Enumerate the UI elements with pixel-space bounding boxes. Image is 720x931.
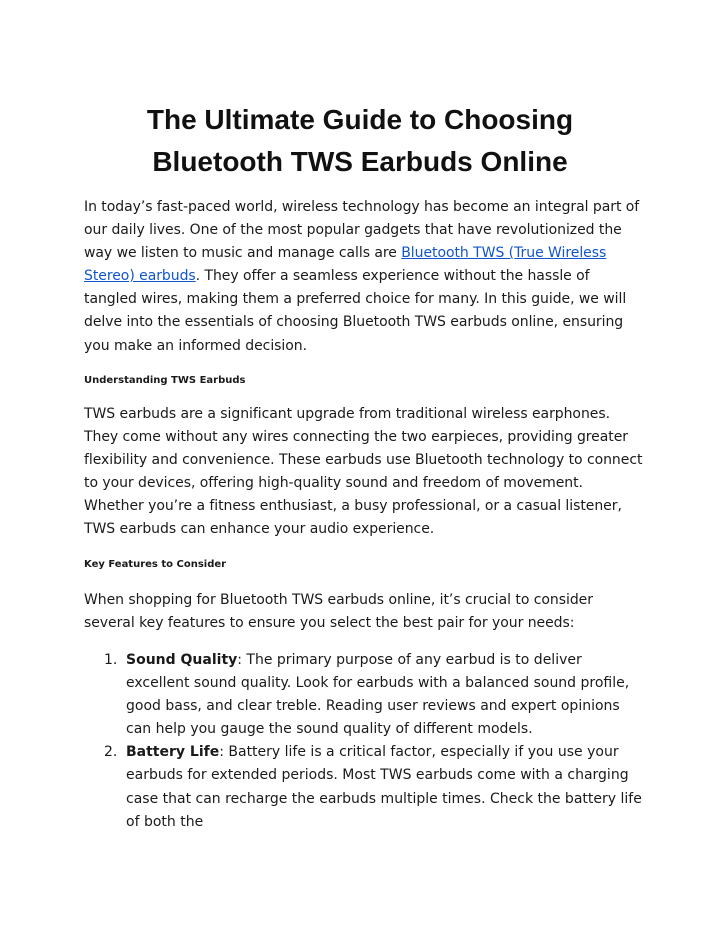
list-item-number: 1. <box>104 652 118 668</box>
list-item-text: : The primary purpose of any earbud is to deliver excellent sound quality. Look for earbuds with a balanced sound profile, good bass, and clear treble. Reading user reviews and expert opinions can help you gauge the sound quality of different models. <box>126 652 630 738</box>
page-title: The Ultimate Guide to Choosing Bluetooth TWS Earbuds Online <box>146 104 574 177</box>
list-item-number: 2. <box>104 744 118 761</box>
intro-text-before-link: In today’s fast-paced world, wireless technology has become an integral part of our daily lives. One of the most popular gadgets that have revolutionized the way we listen to music and manage calls are <box>84 199 640 262</box>
feature-list <box>84 649 644 834</box>
list-item-term: Battery Life <box>126 744 220 761</box>
bluetooth-tws-earbuds-link[interactable]: Bluetooth TWS (True Wireless Stereo) earbuds <box>84 245 607 285</box>
list-item <box>84 741 644 833</box>
section-body-key-features: When shopping for Bluetooth TWS earbuds online, it’s crucial to consider several key features to ensure you select the best pair for your needs: <box>84 592 593 632</box>
intro-text-after-link: . They offer a seamless experience without the hassle of tangled wires, making them a preferred choice for many. In this guide, we will delve into the essentials of choosing Bluetooth TWS earbuds online, ensuring you make an informed decision. <box>84 268 627 354</box>
section-heading-understanding: Understanding TWS Earbuds <box>84 375 246 386</box>
intro-paragraph <box>84 196 644 358</box>
list-item-text: : Battery life is a critical factor, especially if you use your earbuds for extended periods. Most TWS earbuds come with a charging case that can recharge the earbuds multiple times. Check the battery life of both the <box>126 744 642 830</box>
list-item-term: Sound Quality <box>126 652 238 668</box>
section-body-understanding: TWS earbuds are a significant upgrade from traditional wireless earphones. They come without any wires connecting the two earpieces, providing greater flexibility and convenience. These earbuds use Bluetooth technology to connect to your devices, offering high-quality sound and freedom of movement. Whether you’re a fitness enthusiast, a busy professional, or a casual listener, TWS earbuds can enhance your audio experience. <box>84 406 643 538</box>
section-heading-key-features: Key Features to Consider <box>84 559 227 570</box>
list-item <box>84 649 644 741</box>
